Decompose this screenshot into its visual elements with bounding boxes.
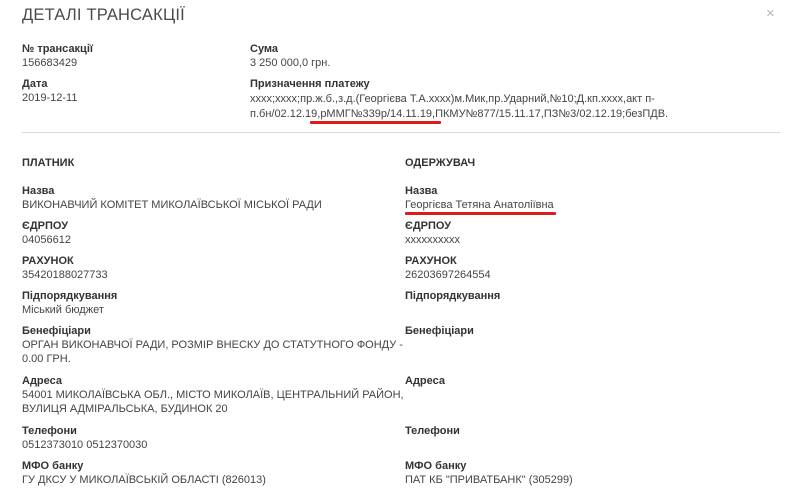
recipient-subordination-label: Підпорядкування bbox=[405, 290, 501, 302]
recipient-name-value: Георгієва Тетяна Анатоліївна bbox=[405, 199, 554, 211]
date-field bbox=[22, 77, 77, 105]
recipient-account-label: РАХУНОК bbox=[405, 255, 457, 267]
transaction-number-field bbox=[22, 42, 93, 70]
payer-account-field bbox=[22, 254, 108, 282]
payer-account-value: 35420188027733 bbox=[22, 269, 108, 281]
payer-beneficiaries-line-2: 0.00 ГРН. bbox=[22, 353, 71, 365]
purpose-line-1: хххх;хххх;пр.ж.б.,з.д.(Георгієва Т.А.хххх)м.Мик,пр.Ударний,№10;Д.кп.хххх,акт п- bbox=[250, 93, 655, 105]
payer-address-line-2: ВУЛИЦЯ АДМІРАЛЬСЬКА, БУДИНОК 20 bbox=[22, 403, 228, 415]
recipient-mfo-value: ПАТ КБ "ПРИВАТБАНК" (305299) bbox=[405, 474, 573, 486]
recipient-phones-field bbox=[405, 424, 460, 438]
payer-beneficiaries-field bbox=[22, 324, 403, 366]
section-divider bbox=[22, 132, 780, 133]
purpose-highlight-underline bbox=[310, 121, 441, 124]
sum-field bbox=[250, 42, 330, 70]
payer-name-value: ВИКОНАВЧИЙ КОМІТЕТ МИКОЛАЇВСЬКОЇ МІСЬКОЇ РАДИ bbox=[22, 199, 322, 211]
recipient-edrpou-field bbox=[405, 219, 460, 247]
date-value: 2019-12-11 bbox=[22, 92, 78, 104]
sum-value: 3 250 000,0 грн. bbox=[250, 57, 331, 69]
close-icon[interactable]: × bbox=[766, 5, 775, 22]
payer-name-field bbox=[22, 184, 322, 212]
payer-header: ПЛАТНИК bbox=[22, 157, 75, 169]
purpose-label: Призначення платежу bbox=[250, 78, 370, 90]
recipient-subordination-field bbox=[405, 289, 500, 303]
purpose-line-2: п.бн/02.12.19,рММГ№339р/14.11.19,ПКМУ№877/15.11.17,ПЗ№3/02.12.19;безПДВ. bbox=[250, 108, 669, 120]
recipient-header: ОДЕРЖУВАЧ bbox=[405, 157, 476, 169]
recipient-name-highlight-underline bbox=[405, 212, 556, 215]
recipient-beneficiaries-field bbox=[405, 324, 474, 338]
recipient-address-label: Адреса bbox=[405, 375, 445, 387]
sum-label: Сума bbox=[250, 43, 279, 55]
payer-mfo-value: ГУ ДКСУ У МИКОЛАЇВСЬКІЙ ОБЛАСТІ (826013) bbox=[22, 474, 266, 486]
payer-beneficiaries-label: Бенефіціари bbox=[22, 325, 91, 337]
recipient-mfo-field bbox=[405, 459, 573, 487]
payer-account-label: РАХУНОК bbox=[22, 255, 74, 267]
payer-mfo-label: МФО банку bbox=[22, 460, 84, 472]
payer-mfo-field bbox=[22, 459, 266, 487]
payer-name-label: Назва bbox=[22, 185, 55, 197]
payer-phones-field bbox=[22, 424, 147, 452]
recipient-edrpou-label: ЄДРПОУ bbox=[405, 220, 452, 232]
recipient-account-value: 26203697264554 bbox=[405, 269, 491, 281]
payer-edrpou-value: 04056612 bbox=[22, 234, 71, 246]
payer-subordination-field bbox=[22, 289, 117, 317]
transaction-number-value: 156683429 bbox=[22, 57, 78, 69]
transaction-number-label: № трансакції bbox=[22, 43, 93, 55]
payer-address-line-1: 54001 МИКОЛАЇВСЬКА ОБЛ., МІСТО МИКОЛАЇВ, ЦЕНТРАЛЬНИЙ РАЙОН, bbox=[22, 389, 404, 401]
payer-phones-value: 0512373010 0512370030 bbox=[22, 439, 148, 451]
payer-edrpou-field bbox=[22, 219, 71, 247]
payer-address-field bbox=[22, 374, 404, 416]
payer-edrpou-label: ЄДРПОУ bbox=[22, 220, 69, 232]
recipient-address-field bbox=[405, 374, 445, 388]
date-label: Дата bbox=[22, 78, 48, 90]
payer-subordination-label: Підпорядкування bbox=[22, 290, 118, 302]
payer-address-label: Адреса bbox=[22, 375, 62, 387]
dialog-title: ДЕТАЛІ ТРАНСАКЦІЇ bbox=[22, 6, 185, 24]
recipient-name-field bbox=[405, 184, 554, 212]
purpose-field bbox=[250, 77, 668, 122]
payer-subordination-value: Міський бюджет bbox=[22, 304, 104, 316]
recipient-edrpou-value: хххххххххх bbox=[405, 234, 460, 246]
recipient-mfo-label: МФО банку bbox=[405, 460, 467, 472]
recipient-account-field bbox=[405, 254, 491, 282]
payer-beneficiaries-line-1: ОРГАН ВИКОНАВЧОЇ РАДИ, РОЗМІР ВНЕСКУ ДО СТАТУТНОГО ФОНДУ - bbox=[22, 339, 403, 351]
payer-phones-label: Телефони bbox=[22, 425, 77, 437]
recipient-beneficiaries-label: Бенефіціари bbox=[405, 325, 474, 337]
recipient-name-label: Назва bbox=[405, 185, 438, 197]
recipient-phones-label: Телефони bbox=[405, 425, 460, 437]
